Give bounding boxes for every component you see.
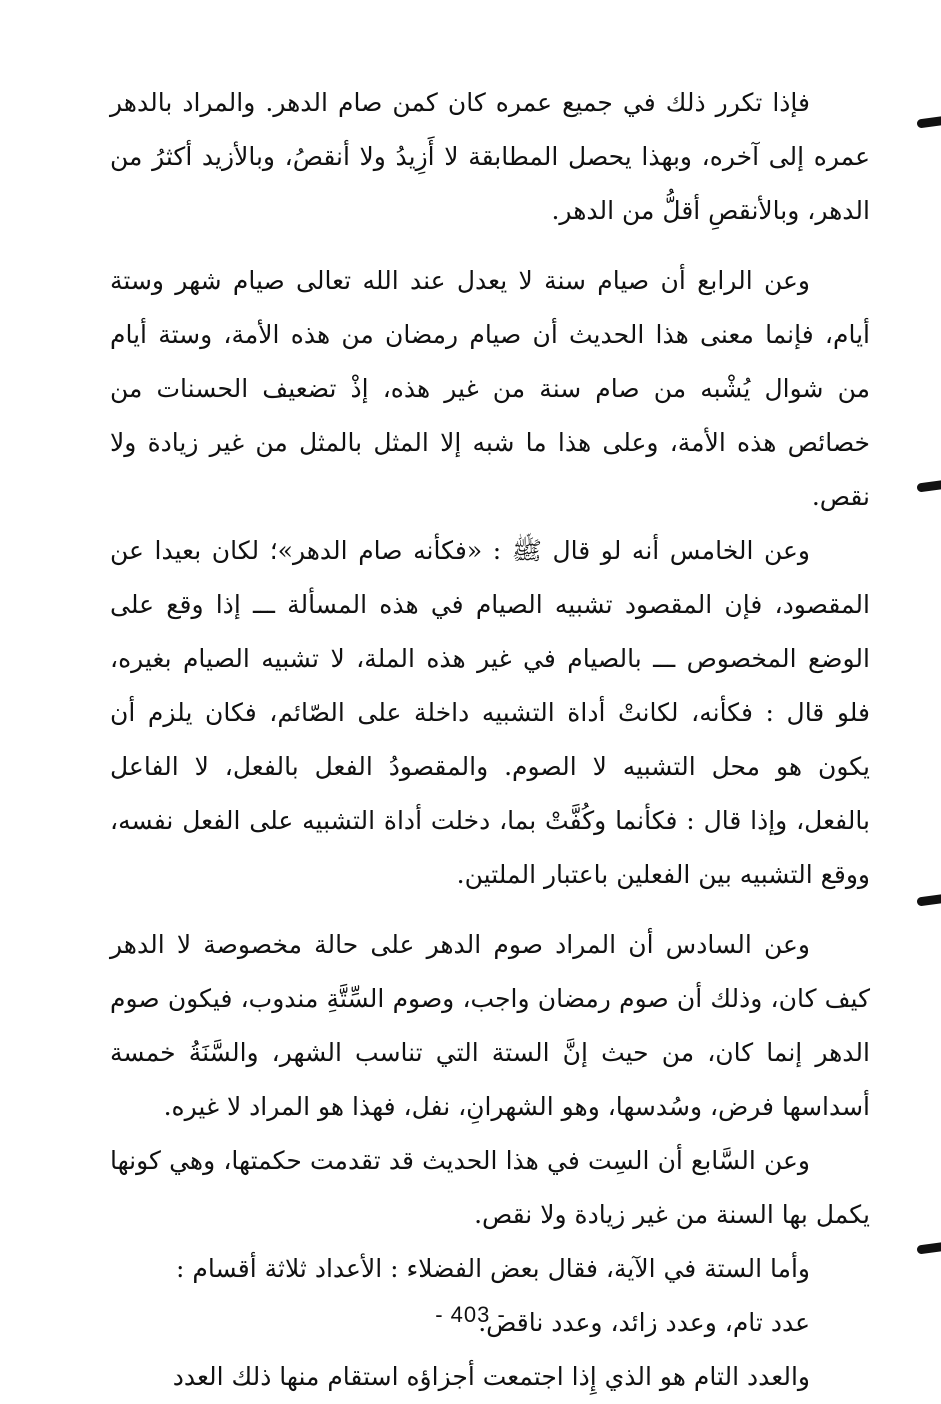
main-text: [110, 76, 870, 1404]
scan-margin-mark: [917, 894, 941, 906]
paragraph-4: وعن السادس أن المراد صوم الدهر على حالة مخصوصة لا الدهر كيف كان، وذلك أن صوم رمضان واجب، وصوم السِّتَّةِ مندوب، فيكون صوم الدهر إنما كان، من حيث إنَّ الستة التي تناسب الشهر، والسَّنَةُ خمسة أسداسها فرض، وسُدسها، وهو الشهرانِ، نفل، فهذا هو المراد لا غيره.: [110, 930, 870, 1121]
paragraph-2: وعن الرابع أن صيام سنة لا يعدل عند الله تعالى صيام شهر وستة أيام، فإنما معنى هذا الحديث أن صيام رمضان من هذه الأمة، وستة أيام من شوال يُشْبه من صام سنة من غير هذه، إذْ تضعيف الحسنات من خصائص هذه الأمة، وعلى هذا ما شبه إلا المثل بالمثل من غير زيادة ولا نقص.: [110, 266, 870, 511]
paragraph-8: والعدد التام هو الذي إِذا اجتمعت أجزاؤه استقام منها ذلك العدد: [172, 1362, 810, 1391]
paragraph-5: وعن السَّابع أن السِت في هذا الحديث قد تقدمت حكمتها، وهي كونها يكمل بها السنة من غير زيادة ولا نقص.: [110, 1146, 870, 1229]
scan-margin-mark: [917, 480, 941, 492]
scan-margin-mark: [917, 116, 941, 128]
paragraph-1: فإذا تكرر ذلك في جميع عمره كان كمن صام الدهر. والمراد بالدهر عمره إلى آخره، وبهذا يحصل المطابقة لا أَزِيدُ ولا أنقصُ، وبالأزيد أكثرُ من الدهر، وبالأنقصِ أقلُّ من الدهر.: [110, 88, 870, 225]
paragraph-3: وعن الخامس أنه لو قال ﷺ : «فكأنه صام الدهر»؛ لكان بعيدا عن المقصود، فإن المقصود تشبيه الصيام في هذه المسألة ـــ إذا وقع على الوضع المخصوص ـــ بالصيام في غير هذه الملة، لا تشبيه الصيام بغيره، فلو قال : فكأنه، لكانتْ أداة التشبيه داخلة على الصّائم، فكان يلزم أن يكون هو محل التشبيه لا الصوم. والمقصودُ الفعل بالفعل، لا الفاعل بالفعل، وإذا قال : فكأنما وكُفَّتْ بما، دخلت أداة التشبيه على الفعل نفسه، ووقع التشبيه بين الفعلين باعتبار الملتين.: [110, 536, 870, 889]
paragraph-6: وأما الستة في الآية، فقال بعض الفضلاء : الأعداد ثلاثة أقسام :: [176, 1254, 810, 1283]
paragraph-7: عدد تام، وعدد زائد، وعدد ناقص.: [478, 1308, 810, 1337]
page-number: - 403 -: [435, 1302, 506, 1327]
scan-margin-mark: [917, 1242, 941, 1254]
